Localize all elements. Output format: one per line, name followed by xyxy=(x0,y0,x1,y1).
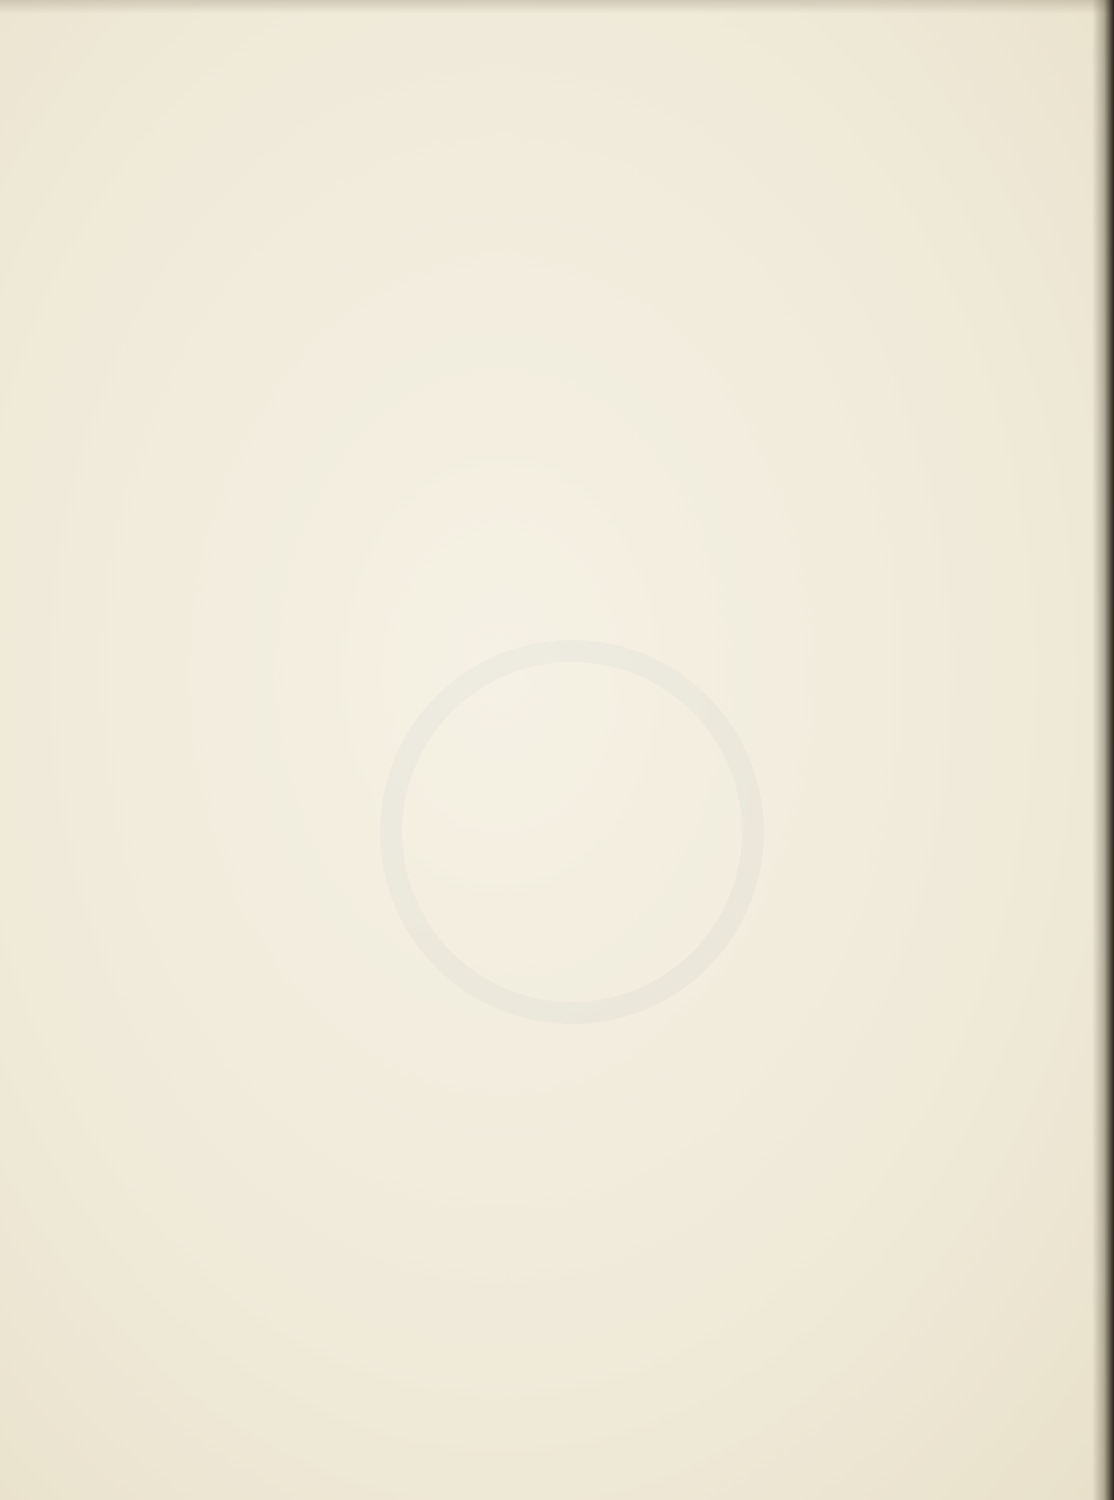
page-text-block xyxy=(182,108,1024,186)
page-top-shadow xyxy=(0,0,1114,14)
faint-watermark-ring xyxy=(380,640,764,1024)
section-gap xyxy=(182,108,1024,142)
book-spine-shadow xyxy=(1092,0,1114,1500)
